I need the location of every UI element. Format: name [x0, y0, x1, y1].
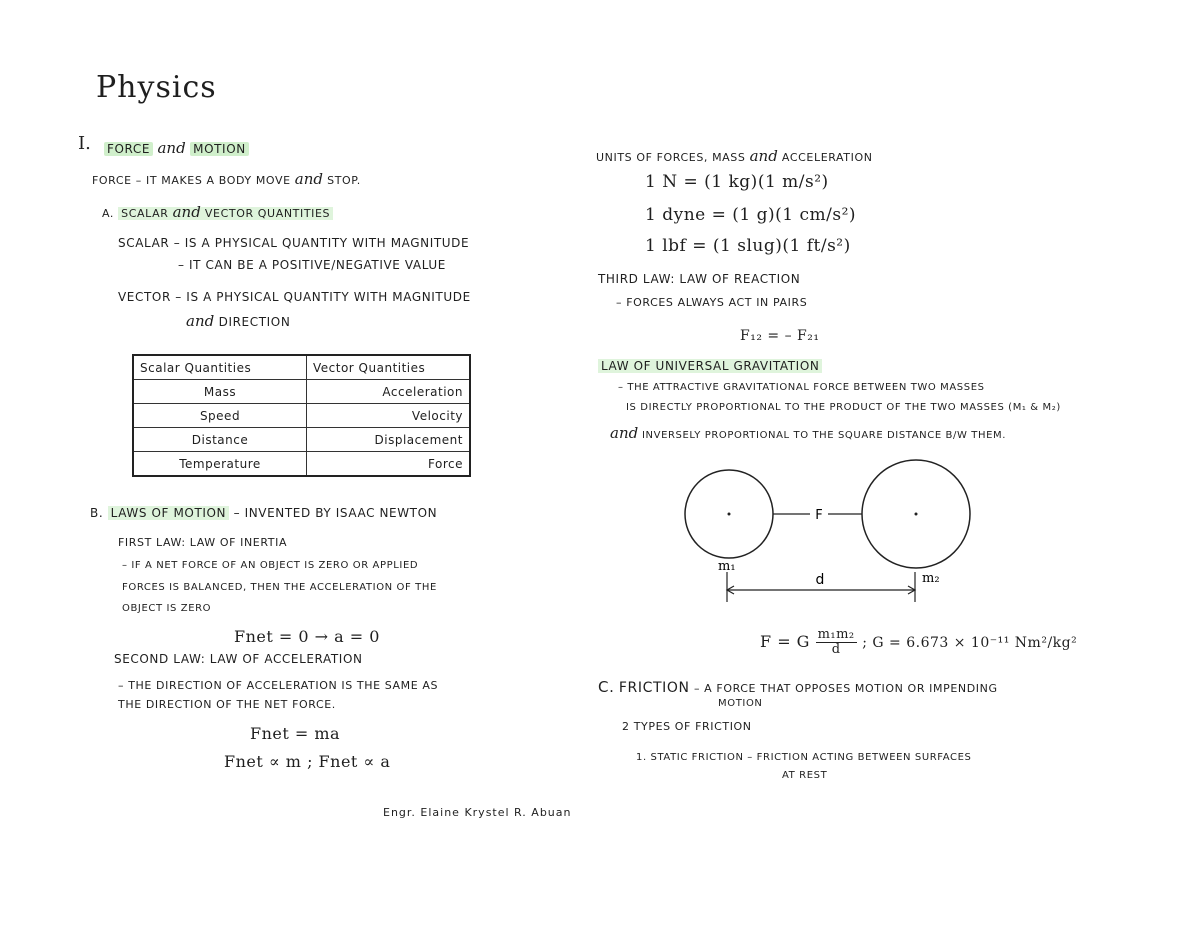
formula-denominator: d — [831, 642, 841, 657]
force-definition-end: STOP. — [327, 174, 361, 187]
units-equation-dyne: 1 dyne = (1 g)(1 cm/s²) — [645, 205, 857, 225]
subsection-b-heading — [90, 506, 437, 520]
mass-2-center — [915, 513, 918, 516]
vector-quantities-heading: VECTOR QUANTITIES — [204, 207, 331, 220]
formula-constant: ; G = 6.673 × 10⁻¹¹ Nm²/kg² — [862, 635, 1078, 651]
static-friction-1: 1. STATIC FRICTION – FRICTION ACTING BETWEEN SURFACES — [636, 752, 972, 763]
scalar-definition-2: – IT CAN BE A POSITIVE/NEGATIVE VALUE — [178, 258, 446, 272]
table-cell: Acceleration — [307, 380, 471, 404]
gravitation-diagram — [670, 450, 990, 610]
section-heading — [104, 139, 249, 157]
gravitation-desc-3-text: INVERSELY PROPORTIONAL TO THE SQUARE DISTANCE B/W THEM. — [642, 430, 1006, 441]
units-heading — [596, 147, 873, 165]
table-row — [133, 380, 470, 404]
and-symbol: and — [294, 170, 323, 188]
diagram-distance-label: d — [815, 572, 825, 588]
table-row — [133, 404, 470, 428]
vector-definition-direction: DIRECTION — [218, 315, 291, 329]
friction-heading-text: FRICTION — [618, 680, 690, 696]
units-heading-acceleration: ACCELERATION — [781, 151, 873, 164]
subsection-a-heading — [102, 203, 333, 221]
friction-heading — [598, 678, 998, 696]
vector-definition-2 — [186, 312, 290, 330]
table-cell: Mass — [133, 380, 307, 404]
third-law-heading: THIRD LAW: LAW OF REACTION — [598, 272, 801, 286]
first-law-heading: FIRST LAW: LAW OF INERTIA — [118, 536, 288, 549]
diagram-m1-label: m₁ — [718, 559, 736, 574]
force-definition — [92, 170, 361, 188]
and-symbol: and — [749, 147, 778, 165]
gravitation-formula — [760, 628, 1077, 657]
second-law-equation-2: Fnet ∝ m ; Fnet ∝ a — [224, 752, 391, 771]
formula-fraction — [816, 628, 857, 657]
formula-numerator: m₁m₂ — [817, 627, 855, 642]
table-cell: Displacement — [307, 428, 471, 452]
diagram-m2-label: m₂ — [922, 571, 940, 586]
first-law-desc-2: FORCES IS BALANCED, THEN THE ACCELERATION OF THE — [122, 582, 437, 593]
table-cell: Velocity — [307, 404, 471, 428]
gravitation-desc-1: – THE ATTRACTIVE GRAVITATIONAL FORCE BETWEEN TWO MASSES — [618, 382, 985, 393]
table-header-row — [133, 355, 470, 380]
gravitation-heading-text: LAW OF UNIVERSAL GRAVITATION — [598, 359, 822, 373]
subsection-label: B. — [90, 506, 104, 520]
gravitation-desc-2: IS DIRECTLY PROPORTIONAL TO THE PRODUCT OF THE TWO MASSES (M₁ & M₂) — [626, 402, 1061, 413]
section-heading-force: FORCE — [104, 142, 153, 156]
section-heading-motion: MOTION — [190, 142, 249, 156]
and-symbol: and — [172, 203, 201, 221]
table-row — [133, 428, 470, 452]
gravitation-desc-3 — [610, 424, 1006, 442]
first-law-desc-3: OBJECT IS ZERO — [122, 603, 212, 614]
friction-desc-1: – A FORCE THAT OPPOSES MOTION OR IMPENDING — [693, 682, 998, 695]
and-symbol: and — [610, 424, 639, 442]
page-title: Physics — [96, 70, 217, 105]
author-footer: Engr. Elaine Krystel R. Abuan — [383, 806, 572, 819]
table-header-vector: Vector Quantities — [307, 355, 471, 380]
diagram-force-label: F — [815, 508, 823, 523]
second-law-desc-2: THE DIRECTION OF THE NET FORCE. — [118, 698, 336, 711]
second-law-heading: SECOND LAW: LAW OF ACCELERATION — [114, 652, 363, 666]
quantities-table — [132, 354, 471, 477]
vector-definition-1: VECTOR – IS A PHYSICAL QUANTITY WITH MAGNITUDE — [118, 290, 471, 304]
and-symbol: and — [157, 139, 186, 157]
and-symbol: and — [186, 312, 215, 330]
friction-desc-2: MOTION — [718, 698, 763, 709]
table-cell: Force — [307, 452, 471, 477]
laws-of-motion-note: – INVENTED BY ISAAC NEWTON — [233, 506, 438, 520]
section-number: I. — [78, 133, 91, 154]
units-equation-lbf: 1 lbf = (1 slug)(1 ft/s²) — [645, 236, 851, 256]
table-cell: Temperature — [133, 452, 307, 477]
table-cell: Speed — [133, 404, 307, 428]
friction-types: 2 TYPES OF FRICTION — [622, 720, 752, 733]
units-equation-newton: 1 N = (1 kg)(1 m/s²) — [645, 172, 829, 192]
static-friction-2: AT REST — [782, 770, 828, 781]
formula-lhs: F = G — [760, 632, 810, 651]
third-law-desc: – FORCES ALWAYS ACT IN PAIRS — [616, 296, 808, 309]
force-definition-text: FORCE – IT MAKES A BODY MOVE — [92, 174, 291, 187]
units-heading-text: UNITS OF FORCES, MASS — [596, 151, 746, 164]
table-cell: Distance — [133, 428, 307, 452]
second-law-desc-1: – THE DIRECTION OF ACCELERATION IS THE SAME AS — [118, 679, 439, 692]
gravitation-heading — [598, 359, 822, 373]
mass-1-center — [728, 513, 731, 516]
laws-of-motion-heading: LAWS OF MOTION — [108, 506, 229, 520]
scalar-definition-1: SCALAR – IS A PHYSICAL QUANTITY WITH MAGNITUDE — [118, 236, 470, 250]
scalar-heading: SCALAR — [121, 207, 169, 220]
table-header-scalar: Scalar Quantities — [133, 355, 307, 380]
second-law-equation-1: Fnet = ma — [250, 724, 341, 743]
first-law-desc-1: – IF A NET FORCE OF AN OBJECT IS ZERO OR APPLIED — [122, 560, 419, 571]
subsection-label: A. — [102, 207, 115, 220]
subsection-label: C. — [598, 678, 615, 696]
first-law-equation: Fnet = 0 → a = 0 — [234, 627, 380, 646]
table-row — [133, 452, 470, 477]
third-law-equation: F₁₂ = – F₂₁ — [740, 328, 820, 344]
